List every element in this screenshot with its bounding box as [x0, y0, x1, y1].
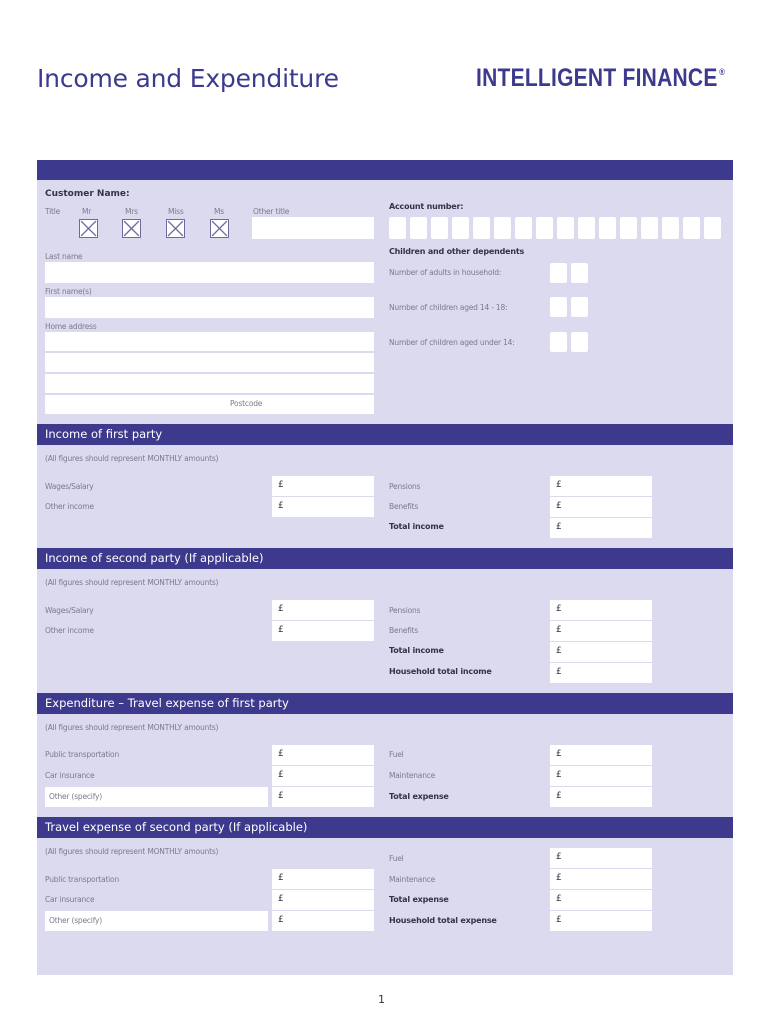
- cross-icon: [80, 220, 97, 237]
- total-expense-label: Total expense: [389, 792, 449, 801]
- monthly-note: (All figures should represent MONTHLY amounts): [45, 847, 219, 856]
- page-number: 1: [378, 993, 385, 1006]
- currency-symbol: £: [556, 749, 562, 759]
- currency-symbol: £: [556, 852, 562, 862]
- postcode-input[interactable]: [45, 395, 374, 414]
- household-total-expense-label: Household total expense: [389, 916, 497, 925]
- currency-symbol: £: [556, 480, 562, 490]
- children-14-18-label: Number of children aged 14 - 18:: [389, 303, 508, 312]
- wages-label: Wages/Salary: [45, 482, 94, 491]
- account-digit[interactable]: [536, 217, 553, 239]
- account-digit[interactable]: [599, 217, 616, 239]
- account-digit[interactable]: [620, 217, 637, 239]
- registered-mark: ®: [719, 67, 726, 77]
- monthly-note: (All figures should represent MONTHLY amounts): [45, 454, 219, 463]
- currency-symbol: £: [278, 915, 284, 925]
- currency-symbol: £: [556, 646, 562, 656]
- wages-label: Wages/Salary: [45, 606, 94, 615]
- public-transport-input[interactable]: [272, 869, 374, 889]
- first-names-input[interactable]: [45, 297, 374, 318]
- currency-symbol: £: [556, 667, 562, 677]
- currency-symbol: £: [278, 480, 284, 490]
- total-expense-input[interactable]: [550, 890, 652, 910]
- title-ms-label: Ms: [214, 207, 224, 216]
- currency-symbol: £: [278, 749, 284, 759]
- other-amount-input[interactable]: [272, 911, 374, 931]
- travel-second-party-header: Travel expense of second party (If applicable): [37, 817, 733, 838]
- maintenance-input[interactable]: [550, 766, 652, 786]
- monthly-note: (All figures should represent MONTHLY amounts): [45, 723, 219, 732]
- cross-icon: [211, 220, 228, 237]
- address-line-2[interactable]: [45, 353, 374, 372]
- currency-symbol: £: [556, 915, 562, 925]
- currency-symbol: £: [278, 894, 284, 904]
- currency-symbol: £: [278, 604, 284, 614]
- other-specify-label: Other (specify): [49, 792, 102, 801]
- total-expense-label: Total expense: [389, 895, 449, 904]
- children-under-14-digit-2[interactable]: [571, 332, 588, 352]
- dependents-heading: Children and other dependents: [389, 247, 525, 256]
- other-amount-input[interactable]: [272, 787, 374, 807]
- account-digit[interactable]: [431, 217, 448, 239]
- household-total-income-input[interactable]: [550, 663, 652, 683]
- pensions-label: Pensions: [389, 606, 421, 615]
- other-income-input[interactable]: [272, 621, 374, 641]
- last-name-label: Last name: [45, 252, 83, 261]
- fuel-input[interactable]: [550, 848, 652, 868]
- public-transport-label: Public transportation: [45, 750, 119, 759]
- income-second-party-header: Income of second party (If applicable): [37, 548, 733, 569]
- brand-logo: [476, 64, 725, 93]
- car-insurance-input[interactable]: [272, 766, 374, 786]
- household-total-income-label: Household total income: [389, 667, 492, 676]
- brand-name: INTELLIGENT FINANCE: [476, 64, 718, 92]
- address-line-1[interactable]: [45, 332, 374, 351]
- currency-symbol: £: [556, 791, 562, 801]
- wages-input[interactable]: [272, 600, 374, 620]
- car-insurance-label: Car insurance: [45, 771, 95, 780]
- currency-symbol: £: [556, 873, 562, 883]
- title-miss-checkbox[interactable]: [166, 219, 185, 238]
- account-digit[interactable]: [494, 217, 511, 239]
- maintenance-label: Maintenance: [389, 875, 436, 884]
- title-mrs-label: Mrs: [125, 207, 138, 216]
- pensions-input[interactable]: [550, 600, 652, 620]
- currency-symbol: £: [556, 625, 562, 635]
- fuel-input[interactable]: [550, 745, 652, 765]
- cross-icon: [123, 220, 140, 237]
- household-total-expense-input[interactable]: [550, 911, 652, 931]
- account-digit[interactable]: [410, 217, 427, 239]
- adults-digit-1[interactable]: [550, 263, 567, 283]
- adults-digit-2[interactable]: [571, 263, 588, 283]
- monthly-note: (All figures should represent MONTHLY amounts): [45, 578, 219, 587]
- car-insurance-label: Car insurance: [45, 895, 95, 904]
- currency-symbol: £: [556, 501, 562, 511]
- public-transport-input[interactable]: [272, 745, 374, 765]
- total-income-label: Total income: [389, 522, 444, 531]
- benefits-input[interactable]: [550, 497, 652, 517]
- maintenance-input[interactable]: [550, 869, 652, 889]
- postcode-label: Postcode: [230, 399, 263, 408]
- benefits-label: Benefits: [389, 626, 419, 635]
- total-income-input[interactable]: [550, 642, 652, 662]
- children-under-14-digit-1[interactable]: [550, 332, 567, 352]
- other-income-input[interactable]: [272, 497, 374, 517]
- title-label: Title: [45, 207, 61, 216]
- cross-icon: [167, 220, 184, 237]
- last-name-input[interactable]: [45, 262, 374, 283]
- account-digit[interactable]: [452, 217, 469, 239]
- page-title: Income and Expenditure: [37, 64, 339, 93]
- pensions-label: Pensions: [389, 482, 421, 491]
- total-income-label: Total income: [389, 646, 444, 655]
- address-line-3[interactable]: [45, 374, 374, 393]
- title-ms-checkbox[interactable]: [210, 219, 229, 238]
- children-14-18-digit-2[interactable]: [571, 297, 588, 317]
- other-title-input[interactable]: [252, 217, 374, 239]
- travel-first-party-header: Expenditure – Travel expense of first party: [37, 693, 733, 714]
- children-under-14-label: Number of children aged under 14:: [389, 338, 515, 347]
- account-digit[interactable]: [704, 217, 721, 239]
- currency-symbol: £: [278, 501, 284, 511]
- account-digit[interactable]: [683, 217, 700, 239]
- currency-symbol: £: [556, 604, 562, 614]
- other-title-label: Other title: [253, 207, 290, 216]
- car-insurance-input[interactable]: [272, 890, 374, 910]
- total-income-input[interactable]: [550, 518, 652, 538]
- account-digit[interactable]: [557, 217, 574, 239]
- first-names-label: First name(s): [45, 287, 92, 296]
- currency-symbol: £: [556, 522, 562, 532]
- benefits-input[interactable]: [550, 621, 652, 641]
- title-miss-label: Miss: [168, 207, 184, 216]
- title-mr-label: Mr: [82, 207, 92, 216]
- adults-label: Number of adults in household:: [389, 268, 502, 277]
- title-mrs-checkbox[interactable]: [122, 219, 141, 238]
- currency-symbol: £: [278, 770, 284, 780]
- currency-symbol: £: [556, 770, 562, 780]
- maintenance-label: Maintenance: [389, 771, 436, 780]
- total-expense-input[interactable]: [550, 787, 652, 807]
- customer-name-heading: Customer Name:: [45, 189, 130, 199]
- other-income-label: Other income: [45, 502, 94, 511]
- account-digit[interactable]: [662, 217, 679, 239]
- other-income-label: Other income: [45, 626, 94, 635]
- other-specify-label: Other (specify): [49, 916, 102, 925]
- currency-symbol: £: [556, 894, 562, 904]
- account-number-label: Account number:: [389, 202, 464, 211]
- account-digit[interactable]: [389, 217, 406, 239]
- account-digit[interactable]: [515, 217, 532, 239]
- pensions-input[interactable]: [550, 476, 652, 496]
- currency-symbol: £: [278, 625, 284, 635]
- fuel-label: Fuel: [389, 854, 404, 863]
- currency-symbol: £: [278, 791, 284, 801]
- children-14-18-digit-1[interactable]: [550, 297, 567, 317]
- income-first-party-header: Income of first party: [37, 424, 733, 445]
- fuel-label: Fuel: [389, 750, 404, 759]
- form-top-bar: [37, 160, 733, 180]
- wages-input[interactable]: [272, 476, 374, 496]
- title-mr-checkbox[interactable]: [79, 219, 98, 238]
- benefits-label: Benefits: [389, 502, 419, 511]
- home-address-label: Home address: [45, 322, 97, 331]
- currency-symbol: £: [278, 873, 284, 883]
- public-transport-label: Public transportation: [45, 875, 119, 884]
- account-digit[interactable]: [641, 217, 658, 239]
- account-digit[interactable]: [473, 217, 490, 239]
- account-digit[interactable]: [578, 217, 595, 239]
